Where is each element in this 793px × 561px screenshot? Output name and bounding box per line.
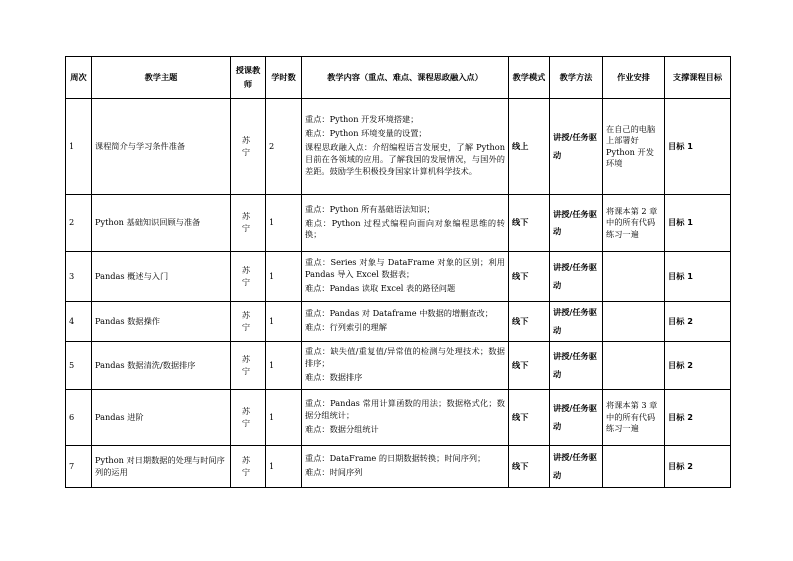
table-row bbox=[66, 446, 731, 488]
goal-cell: 目标 2 bbox=[665, 446, 731, 488]
content-line: 重点：Pandas 常用计算函数的用法；数据格式化；数据分组统计； bbox=[305, 398, 505, 421]
goal-cell: 目标 2 bbox=[665, 342, 731, 390]
header-mode: 教学模式 bbox=[509, 57, 550, 99]
method-cell: 讲授/任务驱动 bbox=[550, 302, 603, 342]
week-cell: 4 bbox=[66, 302, 92, 342]
table-row bbox=[66, 252, 731, 302]
week-cell: 7 bbox=[66, 446, 92, 488]
goal-cell: 目标 2 bbox=[665, 302, 731, 342]
mode-cell: 线上 bbox=[509, 99, 550, 195]
homework-cell bbox=[603, 342, 665, 390]
teacher-cell: 苏 宁 bbox=[231, 342, 266, 390]
hours-cell: 1 bbox=[266, 342, 302, 390]
content-line: 重点：缺失值/重复值/异常值的检测与处理技术；数据排序； bbox=[305, 346, 505, 369]
hours-cell: 1 bbox=[266, 195, 302, 252]
content-line: 课程思政融入点：介绍编程语言发展史，了解 Python 目前在各领域的应用。了解我国的发展情况，与国外的差距。鼓励学生积极投身国家计算机科学技术。 bbox=[305, 142, 505, 176]
method-cell: 讲授/任务驱动 bbox=[550, 446, 603, 488]
header-week: 周次 bbox=[66, 57, 92, 99]
hours-cell: 1 bbox=[266, 390, 302, 446]
content-line: 重点：DataFrame 的日期数据转换；时间序列； bbox=[305, 453, 486, 464]
method-cell: 讲授/任务驱动 bbox=[550, 252, 603, 302]
method-cell: 讲授/任务驱动 bbox=[550, 342, 603, 390]
header-hours: 学时数 bbox=[266, 57, 302, 99]
homework-cell bbox=[603, 252, 665, 302]
teacher-cell: 苏 宁 bbox=[231, 99, 266, 195]
content-line: 重点：Pandas 对 Dataframe 中数据的增删查改； bbox=[305, 308, 493, 319]
homework-cell bbox=[603, 302, 665, 342]
header-topic: 教学主题 bbox=[92, 57, 231, 99]
topic-cell: Pandas 概述与入门 bbox=[92, 252, 231, 302]
header-row bbox=[66, 57, 731, 99]
homework-cell: 将课本第 2 章中的所有代码练习一遍 bbox=[603, 195, 665, 252]
week-cell: 6 bbox=[66, 390, 92, 446]
method-cell: 讲授/任务驱动 bbox=[550, 99, 603, 195]
content-line: 重点：Python 所有基础语法知识； bbox=[305, 203, 435, 214]
content-line: 重点：Series 对象与 DataFrame 对象的区别；利用 Pandas 导入 Excel 数据表； bbox=[305, 257, 505, 280]
goal-cell: 目标 1 bbox=[665, 252, 731, 302]
teacher-cell: 苏 宁 bbox=[231, 302, 266, 342]
content-cell bbox=[302, 390, 509, 446]
content-cell bbox=[302, 446, 509, 488]
content-line: 难点：时间序列 bbox=[305, 467, 363, 477]
week-cell: 5 bbox=[66, 342, 92, 390]
content-cell bbox=[302, 252, 509, 302]
homework-cell bbox=[603, 446, 665, 488]
topic-cell: Pandas 数据清洗/数据排序 bbox=[92, 342, 231, 390]
topic-cell: Python 对日期数据的处理与时间序列的运用 bbox=[92, 446, 231, 488]
hours-cell: 2 bbox=[266, 99, 302, 195]
table-row bbox=[66, 342, 731, 390]
method-cell: 讲授/任务驱动 bbox=[550, 390, 603, 446]
header-goal: 支撑课程目标 bbox=[665, 57, 731, 99]
content-line: 难点：数据分组统计 bbox=[305, 423, 379, 434]
table-row bbox=[66, 99, 731, 195]
table-row bbox=[66, 390, 731, 446]
teaching-schedule-table bbox=[65, 56, 731, 488]
content-cell bbox=[302, 195, 509, 252]
homework-cell: 在自己的电脑上部署好 Python 开发环境 bbox=[603, 99, 665, 195]
content-line: 难点：Python 过程式编程向面向对象编程思维的转换； bbox=[305, 217, 505, 240]
content-line: 难点：数据排序 bbox=[305, 371, 363, 382]
table-row bbox=[66, 195, 731, 252]
table-row bbox=[66, 302, 731, 342]
week-cell: 3 bbox=[66, 252, 92, 302]
teacher-cell: 苏 宁 bbox=[231, 446, 266, 488]
header-homework: 作业安排 bbox=[603, 57, 665, 99]
content-cell bbox=[302, 302, 509, 342]
goal-cell: 目标 1 bbox=[665, 195, 731, 252]
mode-cell: 线下 bbox=[509, 390, 550, 446]
content-line: 难点：Pandas 读取 Excel 表的路径问题 bbox=[305, 282, 456, 293]
week-cell: 2 bbox=[66, 195, 92, 252]
teacher-cell: 苏 宁 bbox=[231, 195, 266, 252]
header-content: 教学内容（重点、难点、课程思政融入点） bbox=[302, 57, 509, 99]
content-line: 重点：Python 开发环境搭建； bbox=[305, 114, 419, 125]
teacher-cell: 苏 宁 bbox=[231, 390, 266, 446]
hours-cell: 1 bbox=[266, 302, 302, 342]
homework-cell: 将课本第 3 章中的所有代码练习一遍 bbox=[603, 390, 665, 446]
content-line: 难点：Python 环境变量的设置； bbox=[305, 128, 427, 139]
goal-cell: 目标 1 bbox=[665, 99, 731, 195]
hours-cell: 1 bbox=[266, 252, 302, 302]
goal-cell: 目标 2 bbox=[665, 390, 731, 446]
topic-cell: Python 基础知识回顾与准备 bbox=[92, 195, 231, 252]
header-method: 教学方法 bbox=[550, 57, 603, 99]
content-cell bbox=[302, 342, 509, 390]
content-line: 难点：行列索引的理解 bbox=[305, 322, 387, 332]
content-cell bbox=[302, 99, 509, 195]
mode-cell: 线下 bbox=[509, 252, 550, 302]
method-cell: 讲授/任务驱动 bbox=[550, 195, 603, 252]
topic-cell: Pandas 数据操作 bbox=[92, 302, 231, 342]
mode-cell: 线下 bbox=[509, 342, 550, 390]
mode-cell: 线下 bbox=[509, 195, 550, 252]
topic-cell: Pandas 进阶 bbox=[92, 390, 231, 446]
week-cell: 1 bbox=[66, 99, 92, 195]
header-teacher: 授课教师 bbox=[231, 57, 266, 99]
mode-cell: 线下 bbox=[509, 446, 550, 488]
teacher-cell: 苏 宁 bbox=[231, 252, 266, 302]
topic-cell: 课程简介与学习条件准备 bbox=[92, 99, 231, 195]
mode-cell: 线下 bbox=[509, 302, 550, 342]
hours-cell: 1 bbox=[266, 446, 302, 488]
